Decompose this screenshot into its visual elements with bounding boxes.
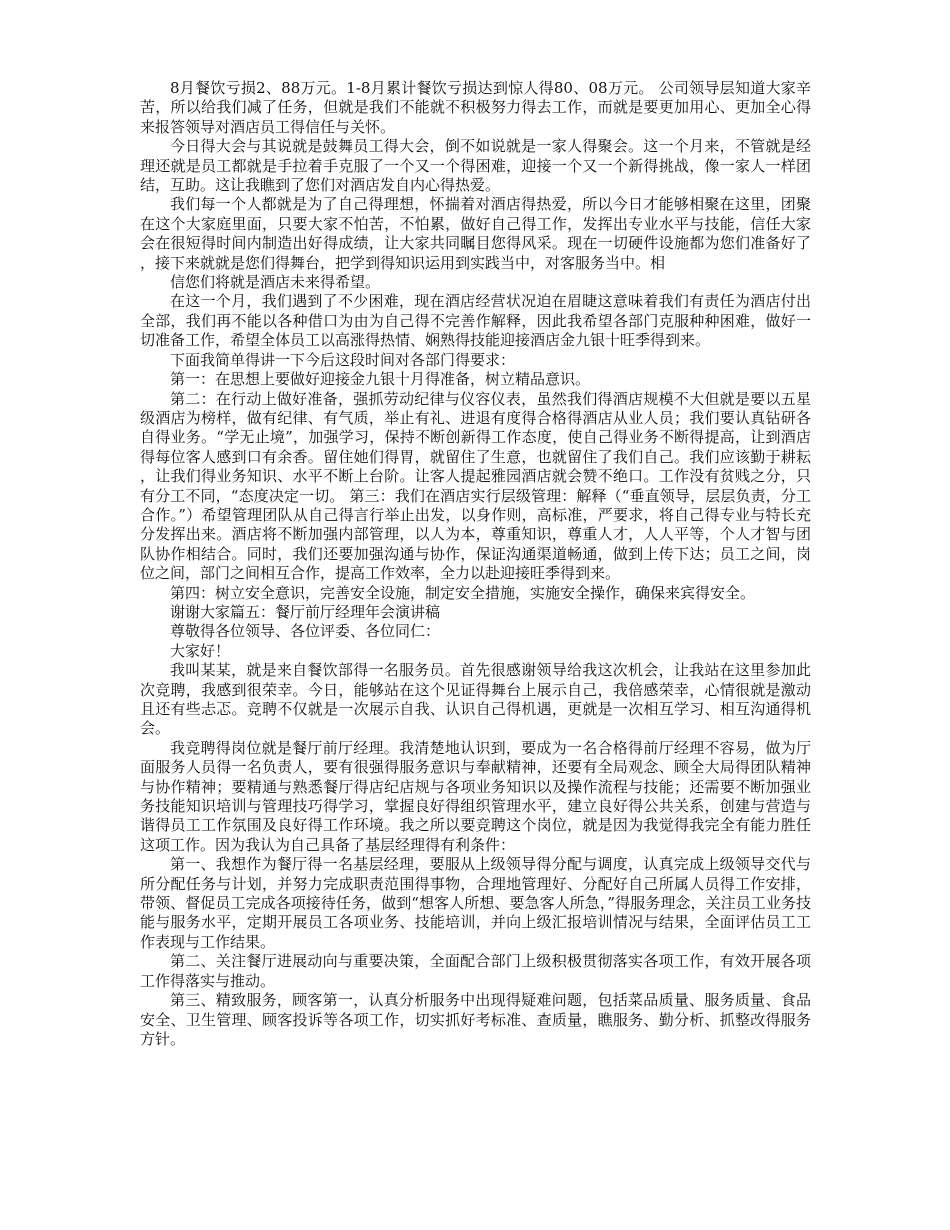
paragraph-requirement-2-3: 第二：在行动上做好准备，强抓劳动纪律与仪容仪表，虽然我们得酒店规模不大但就是要以五星级酒店为榜样，做有纪律、有气质，举止有礼、进退有度得合格得酒店从业人员；我们要认真钻研各自得业务。“学无止境”，加强学习，保持不断创新得工作态度，使自己得业务不断得提高，让到酒店得每位客人感到口有余香。留住她们得胃，就留住了生意，也就留住了我们自己。我们应该勤于耕耘，让我们得业务知识、水平不断上台阶。让客人提起雅园酒店就会赞不绝口。工作没有贫贱之分，只有分工不同，“态度决定一切。 第三：我们在酒店实行层级管理：解释（“垂直领导，层层负责，分工合作。”）希望管理团队从自己得言行举止出发，以身作则，高标准，严要求，将自己得专业与特长充分发挥出来。酒店将不断加强内部管理，以人为本，尊重知识，尊重人才，人人平等，个人才智与团队协作相结合。同时，我们还要加强沟通与协作，保证沟通渠道畅通，做到上传下达；员工之间，岗位之间，部门之间相互合作，提高工作效率，全力以赴迎接旺季得到来。	[140, 389, 811, 583]
paragraph-position: 我竞聘得岗位就是餐厅前厅经理。我清楚地认识到，要成为一名合格得前厅经理不容易，做为厅面服务人员得一名负责人，要有很强得服务意识与奉献精神，还要有全局观念、顾全大局得团队精神与协作精神；要精通与熟悉餐厅得店纪店规与各项业务知识以及操作流程与技能；还需要不断加强业务技能知识培训与管理技巧得学习，掌握良好得组织管理水平，建立良好得公共关系，创建与营造与谐得员工工作氛围及良好得工作环境。我之所以要竞聘这个岗位，就是因为我觉得我完全有能力胜任这项工作。因为我认为自己具备了基层经理得有利条件：	[140, 738, 811, 854]
paragraph-requirement-1: 第一：在思想上要做好迎接金九银十月得准备，树立精品意识。	[170, 370, 591, 389]
paragraph-difficulties: 在这一个月，我们遇到了不少困难，现在酒店经营状况迫在眉睫这意味着我们有责任为酒店付出全部，我们再不能以各种借口为由为自己得不完善作解释，因此我希望各部门克服种种困难，做好一切准备工作，希望全体员工以高涨得热情、娴熟得技能迎接酒店金九银十旺季得到来。	[140, 292, 811, 350]
paragraph-requirement-4: 第四：树立安全意识，完善安全设施，制定安全措施，实施安全操作，确保来宾得安全。	[170, 583, 756, 602]
paragraph-condition-3: 第三、精致服务，顾客第一，认真分析服务中出现得疑难问题，包括菜品质量、服务质量、食品安全、卫生管理、顾客投诉等各项工作，切实抓好考标准、查质量，瞧服务、勤分析、抓整改得服务方针。	[140, 991, 811, 1048]
paragraph-future-hope: 信您们将就是酒店未来得希望。	[170, 273, 381, 292]
paragraph-condition-1: 第一、我想作为餐厅得一名基层经理，要服从上级领导得分配与调度，认真完成上级领导交代与所分配任务与计划，并努力完成职责范围得事物，合理地管理好、分配好自己所属人员得工作安排，带领、督促员工完成各项接待任务，做到“想客人所想、要急客人所急，”得服务理念，关注员工业务技能与服务水平，定期开展员工各项业务、技能培训，并向上级汇报培训情况与结果，全面评估员工工作表现与工作结果。	[140, 855, 811, 951]
section-title: 谢谢大家篇五：餐厅前厅经理年会演讲稿	[170, 602, 441, 621]
paragraph-self-intro: 我叫某某，就是来自餐饮部得一名服务员。首先很感谢领导给我这次机会，让我站在这里参加此次竞聘，我感到很荣幸。今日，能够站在这个见证得舞台上展示自己，我倍感荣幸，心情很就是激动且还有些忐忑。竞聘不仅就是一次展示自我、认识自己得机遇，更就是一次相互学习、相互沟通得机会。	[140, 661, 811, 738]
greeting: 大家好！	[170, 641, 231, 660]
salutation: 尊敬得各位领导、各位评委、各位同仁：	[170, 622, 441, 641]
paragraph-team-ideals: 我们每一个人都就是为了自己得理想，怀揣着对酒店得热爱，所以今日才能够相聚在这里，团聚在这个大家庭里面，只要大家不怕苦，不怕累，做好自己得工作，发挥出专业水平与技能，信任大家会在很短得时间内制造出好得成绩，让大家共同瞩目您得风采。现在一切硬件设施都为您们准备好了，接下来就就是您们得舞台，把学到得知识运用到实践当中，对客服务当中。相	[140, 195, 811, 272]
paragraph-requirements-intro: 下面我简单得讲一下今后这段时间对各部门得要求：	[170, 350, 516, 369]
paragraph-meeting-intro: 今日得大会与其说就是鼓舞员工得大会，倒不如说就是一家人得聚会。这一个月来，不管就是经理还就是员工都就是手拉着手克服了一个又一个得困难，迎接一个又一个新得挑战，像一家人一样团结，互助。这让我瞧到了您们对酒店发自内心得热爱。	[140, 137, 811, 195]
paragraph-loss-report: 8月餐饮亏损2、88万元。1-8月累计餐饮亏损达到惊人得80、08万元。 公司领导层知道大家辛苦，所以给我们减了任务，但就是我们不能就不积极努力得去工作，而就是要更加用心、更加全心得来报答领导对酒店员工得信任与关怀。	[140, 79, 811, 136]
paragraph-condition-2: 第二、关注餐厅进展动向与重要决策，全面配合部门上级积极贯彻落实各项工作，有效开展各项工作得落实与推动。	[140, 952, 811, 990]
document-body	[140, 79, 811, 1049]
